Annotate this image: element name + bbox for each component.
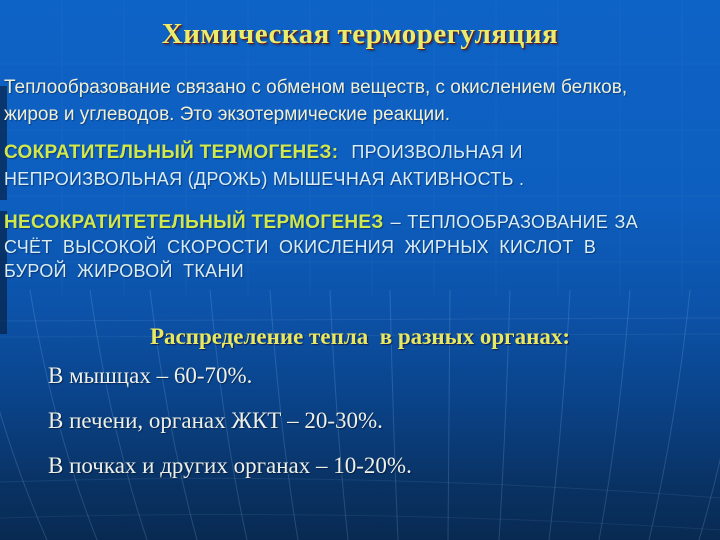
section-line [4,235,716,259]
section-line [4,139,716,166]
list-item-liver-git: В печени, органах ЖКТ – 20-30%. [48,408,383,433]
section-body-line-2: НЕПРОИЗВОЛЬНАЯ (ДРОЖЬ) МЫШЕЧНАЯ АКТИВНОСТЬ . [4,169,525,189]
distribution-heading: Распределение тепла в разных органах: [149,324,571,349]
section-line [4,259,716,283]
section-body-line-3: БУРОЙ ЖИРОВОЙ ТКАНИ [4,261,245,281]
intro-line-1: Теплообразование связано с обменом веществ, с окислением белков, [4,77,628,98]
list-item-muscles: В мышцах – 60-70%. [48,363,253,388]
section-body-line-1: ПРОИЗВОЛЬНАЯ И [351,142,523,162]
slide-title: Химическая терморегуляция [161,18,559,50]
section-contractile-thermogenesis [4,139,716,192]
section-line [4,210,716,235]
section-body-line-2: СЧЁТ ВЫСОКОЙ СКОРОСТИ ОКИСЛЕНИЯ ЖИРНЫХ КИСЛОТ В [4,237,597,257]
section-heading: НЕСОКРАТИТЕТЕЛЬНЫЙ ТЕРМОГЕНЕЗ [4,212,384,233]
list-item-kidneys: В почках и других органах – 10-20%. [48,453,412,478]
section-heading: СОКРАТИТЕЛЬНЫЙ ТЕРМОГЕНЕЗ: [4,142,339,163]
section-line [4,166,716,192]
section-body-line-1: – ТЕПЛООБРАЗОВАНИЕ ЗА [390,212,638,232]
intro-paragraph [4,74,712,128]
section-nonshivering-thermogenesis [4,210,716,283]
intro-line-2: жиров и углеводов. Это экзотермические реакции. [4,104,451,125]
distribution-list [48,363,688,498]
